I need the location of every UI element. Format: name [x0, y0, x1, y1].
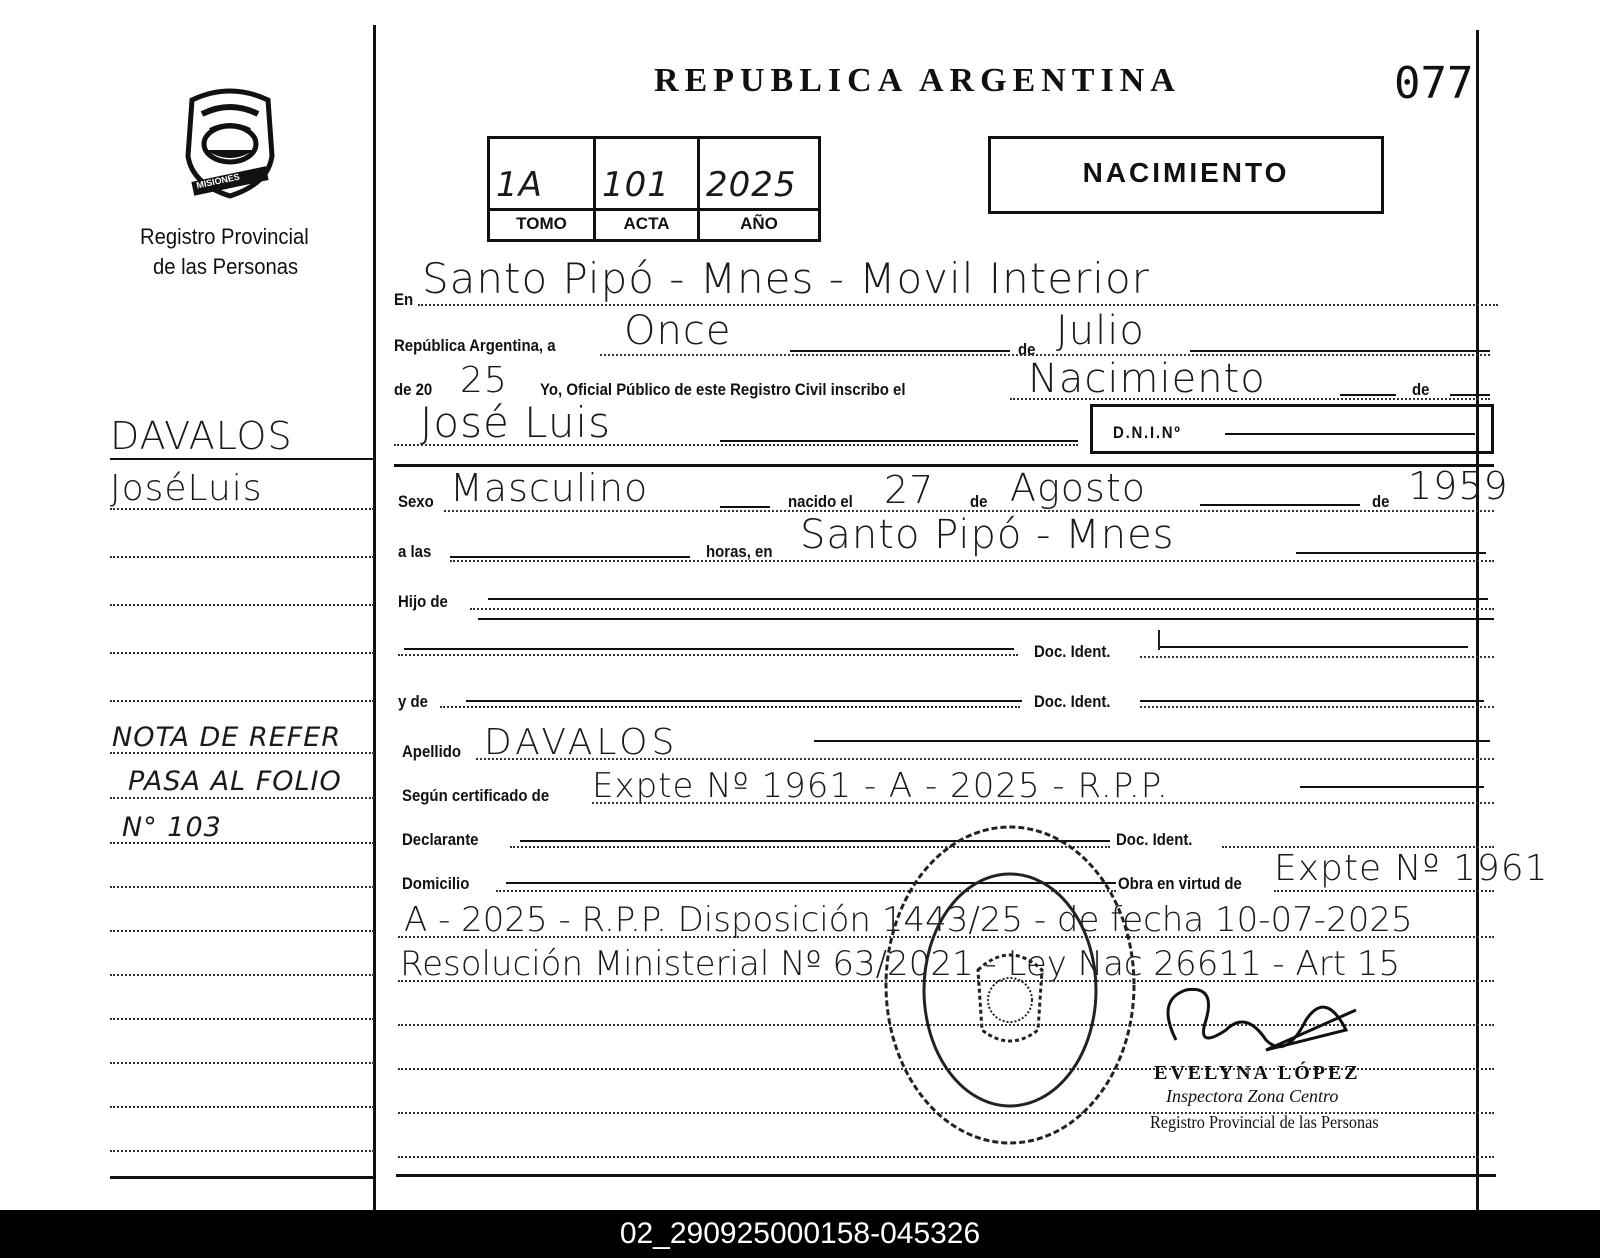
margin-bottom-line: [110, 1176, 374, 1179]
apellido-value: DAVALOS: [484, 722, 679, 763]
anio-label: AÑO: [700, 208, 818, 239]
record-type-label: NACIMIENTO: [1082, 157, 1290, 188]
left-column-divider: [373, 25, 376, 1210]
margin-line: [110, 752, 374, 754]
year-suffix-value: 25: [460, 360, 508, 401]
event-de-line: [1450, 394, 1490, 396]
row7-dots: [470, 608, 1494, 610]
nacido-label: nacido el: [788, 492, 853, 511]
place-line: [418, 304, 1498, 306]
margin-line: [110, 700, 374, 702]
mother-line: [466, 700, 1022, 702]
sexo-line: [720, 506, 770, 508]
signatory-title: Inspectora Zona Centro: [1166, 1086, 1339, 1106]
hour-line: [450, 556, 690, 558]
margin-line: [110, 458, 374, 460]
day-line: [790, 350, 1010, 352]
margin-line: [110, 930, 374, 932]
margin-line: [110, 652, 374, 654]
person-name-value: José Luis: [420, 398, 611, 447]
margin-line: [110, 797, 374, 799]
event-line: [1340, 394, 1396, 396]
dni-box: [1090, 404, 1494, 454]
document-id: 02_290925000158-045326: [619, 1217, 981, 1250]
segun-value: Expte Nº 1961 - A - 2025 - R.P.P.: [592, 766, 1169, 806]
horas-label: horas, en: [706, 542, 773, 561]
father-doc-line: [1160, 646, 1468, 648]
birth-place-value: Santo Pipó - Mnes: [800, 512, 1175, 558]
margin-line: [110, 1106, 374, 1108]
margin-line: [110, 556, 374, 558]
birth-month-value: Agosto: [1010, 466, 1146, 510]
hijo-label: Hijo de: [398, 592, 448, 611]
right-border: [1476, 30, 1479, 1210]
margin-line: [110, 886, 374, 888]
father-line2: [478, 618, 1494, 620]
margin-line: [110, 1150, 374, 1152]
segun-label: Según certificado de: [402, 786, 550, 805]
place-value: Santo Pipó - Mnes - Movil Interior: [422, 254, 1150, 303]
margin-line: [110, 1062, 374, 1064]
margin-line: [110, 842, 374, 844]
person-name-line: [720, 440, 1078, 442]
obra-label: Obra en virtud de: [1118, 874, 1242, 893]
month-value: Julio: [1056, 308, 1145, 354]
margin-note-line2: PASA AL FOLIO: [128, 766, 342, 797]
row8-dots: [398, 654, 1018, 656]
domicilio-label: Domicilio: [402, 874, 470, 893]
row3-dots: [1010, 398, 1490, 400]
mother-doc-line: [1140, 700, 1484, 702]
margin-line: [110, 1018, 374, 1020]
sexo-value: Masculino: [450, 466, 649, 510]
footer-bar: [0, 1210, 1600, 1258]
declarante-label: Declarante: [402, 830, 479, 849]
tomo-label: TOMO: [490, 208, 593, 239]
blank-line: [398, 1156, 1494, 1158]
anio-value: 2025: [706, 165, 797, 205]
event-de-label: de: [1412, 380, 1430, 399]
segun-line: [1300, 786, 1484, 788]
acta-label: ACTA: [596, 208, 697, 239]
official-stamp: [880, 820, 1140, 1150]
country-title: REPUBLICA ARGENTINA: [654, 62, 1181, 99]
margin-given-name: JoséLuis: [110, 468, 263, 509]
father-doc-ident-label: Doc. Ident.: [1034, 642, 1111, 661]
month-line: [1190, 350, 1490, 352]
page-number: 077: [1394, 58, 1474, 109]
form-bottom-line: [396, 1174, 1496, 1177]
official-signature: [1146, 980, 1376, 1070]
record-type-box: [988, 136, 1384, 214]
row9-dots: [440, 706, 1020, 708]
apellido-line: [814, 740, 1490, 742]
apellido-label: Apellido: [402, 742, 462, 761]
acta-value: 101: [602, 165, 670, 205]
acta-cell: [596, 139, 700, 239]
signatory-name: EVELYNA LÓPEZ: [1154, 1062, 1361, 1084]
oficial-text: Yo, Oficial Público de este Registro Civil inscribo el: [540, 380, 906, 399]
year-prefix-label: de 20: [394, 380, 433, 399]
registry-name-line1: Registro Provincial: [140, 224, 309, 249]
signatory-office: Registro Provincial de las Personas: [1150, 1112, 1379, 1132]
registry-name-line2: de las Personas: [153, 254, 299, 279]
observation-line-1: A - 2025 - R.P.P. Disposición 1443/25 - de fecha 10-07-2025: [404, 900, 1413, 940]
father-doc-dots: [1140, 656, 1494, 658]
birth-month-de-label: de: [970, 492, 988, 511]
mother-doc-dots: [1140, 706, 1494, 708]
birth-month-line: [1200, 504, 1360, 506]
mother-doc-ident-label: Doc. Ident.: [1034, 692, 1111, 711]
margin-note-line1: NOTA DE REFER: [112, 722, 342, 753]
birth-place-line: [1296, 552, 1486, 554]
obra-value: Expte Nº 1961: [1274, 848, 1549, 889]
day-words-value: Once: [624, 308, 732, 354]
obra-dots: [1274, 890, 1494, 892]
dni-line: [1225, 433, 1475, 435]
father-name-line: [404, 648, 1014, 650]
en-label: En: [394, 290, 414, 309]
margin-line: [110, 604, 374, 606]
republica-label: República Argentina, a: [394, 336, 556, 355]
margin-line: [110, 974, 374, 976]
margin-line: [110, 508, 374, 510]
y-de-label: y de: [398, 692, 428, 711]
birth-year-de-label: de: [1372, 492, 1390, 511]
event-value: Nacimiento: [1028, 356, 1266, 402]
declarante-doc-ident-label: Doc. Ident.: [1116, 830, 1193, 849]
province-seal-logo: [180, 86, 280, 200]
row11-dots: [592, 802, 1494, 804]
person-name-dots: [394, 444, 1078, 446]
dni-label: D.N.I.Nº: [1113, 423, 1182, 442]
tomo-cell: [490, 139, 596, 239]
acta-box: [487, 136, 821, 242]
father-line: [488, 598, 1488, 600]
margin-note-line3: N° 103: [122, 812, 222, 843]
sexo-label: Sexo: [398, 492, 434, 511]
row10-dots: [476, 758, 1494, 760]
margin-surname: DAVALOS: [110, 414, 293, 458]
tomo-value: 1A: [496, 165, 543, 205]
alas-label: a las: [398, 542, 432, 561]
observation-line-2: Resolución Ministerial Nº 63/2021 - Ley Nac 26611 - Art 15: [400, 944, 1401, 984]
birth-day-value: 27: [884, 468, 935, 512]
anio-cell: [700, 139, 818, 239]
seal-text: MISIONES: [195, 171, 241, 191]
row6-dots: [450, 560, 1494, 562]
month-de-label: de: [1018, 340, 1036, 359]
birth-year-value: 1959: [1408, 464, 1509, 508]
